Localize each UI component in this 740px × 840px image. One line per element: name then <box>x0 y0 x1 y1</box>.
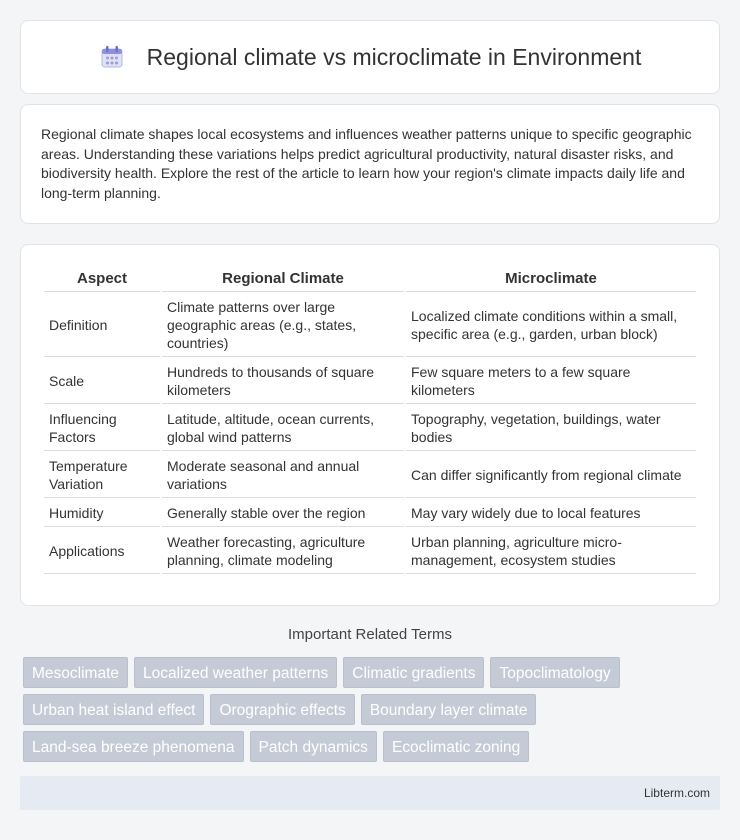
related-term-tag[interactable]: Boundary layer climate <box>361 694 537 725</box>
table-cell: Localized climate conditions within a small, specific area (e.g., garden, urban block) <box>406 294 696 357</box>
comparison-table-card <box>20 244 720 606</box>
table-cell: Can differ significantly from regional climate <box>406 453 696 498</box>
table-cell: Temperature Variation <box>44 453 160 498</box>
table-cell: Moderate seasonal and annual variations <box>162 453 404 498</box>
comparison-table <box>42 265 698 576</box>
table-row <box>44 529 696 574</box>
table-cell: Influencing Factors <box>44 406 160 451</box>
table-cell: Scale <box>44 359 160 404</box>
intro-paragraph: Regional climate shapes local ecosystems and influences weather patterns unique to specific geographic areas. Understanding these variations helps predict agricultural productivity, natural disaster risks, and biodiversity health. Explore the rest of the article to learn how your region's climate impacts daily life and long-term planning. <box>41 126 692 201</box>
related-term-tag[interactable]: Topoclimatology <box>490 657 619 688</box>
table-cell: Few square meters to a few square kilometers <box>406 359 696 404</box>
intro-card <box>20 104 720 224</box>
related-term-tag[interactable]: Land-sea breeze phenomena <box>23 731 244 762</box>
related-term-tag[interactable]: Mesoclimate <box>23 657 128 688</box>
table-cell: Generally stable over the region <box>162 500 404 527</box>
related-term-tag[interactable]: Patch dynamics <box>250 731 377 762</box>
footer <box>20 776 720 810</box>
table-cell: Topography, vegetation, buildings, water bodies <box>406 406 696 451</box>
table-row <box>44 294 696 357</box>
page-title: Regional climate vs microclimate in Environment <box>146 43 642 70</box>
title-card <box>20 20 720 94</box>
table-cell: Definition <box>44 294 160 357</box>
table-cell: Hundreds to thousands of square kilometers <box>162 359 404 404</box>
related-terms-list <box>23 657 723 768</box>
table-cell: May vary widely due to local features <box>406 500 696 527</box>
column-header-regional-climate: Regional Climate <box>162 267 404 292</box>
table-cell: Latitude, altitude, ocean currents, global wind patterns <box>162 406 404 451</box>
related-terms-heading: Important Related Terms <box>288 626 452 643</box>
footer-site-link[interactable]: Libterm.com <box>643 786 710 800</box>
calendar-icon <box>99 44 125 70</box>
table-row <box>44 406 696 451</box>
table-row <box>44 453 696 498</box>
related-term-tag[interactable]: Urban heat island effect <box>23 694 204 725</box>
table-row <box>44 500 696 527</box>
table-row <box>44 359 696 404</box>
related-term-tag[interactable]: Localized weather patterns <box>134 657 337 688</box>
table-cell: Weather forecasting, agriculture planning, climate modeling <box>162 529 404 574</box>
related-term-tag[interactable]: Climatic gradients <box>343 657 484 688</box>
table-cell: Climate patterns over large geographic areas (e.g., states, countries) <box>162 294 404 357</box>
table-cell: Urban planning, agriculture micro-management, ecosystem studies <box>406 529 696 574</box>
table-header-row <box>44 267 696 292</box>
column-header-aspect: Aspect <box>44 267 160 292</box>
table-cell: Applications <box>44 529 160 574</box>
column-header-microclimate: Microclimate <box>406 267 696 292</box>
table-cell: Humidity <box>44 500 160 527</box>
related-term-tag[interactable]: Ecoclimatic zoning <box>383 731 529 762</box>
related-term-tag[interactable]: Orographic effects <box>210 694 354 725</box>
